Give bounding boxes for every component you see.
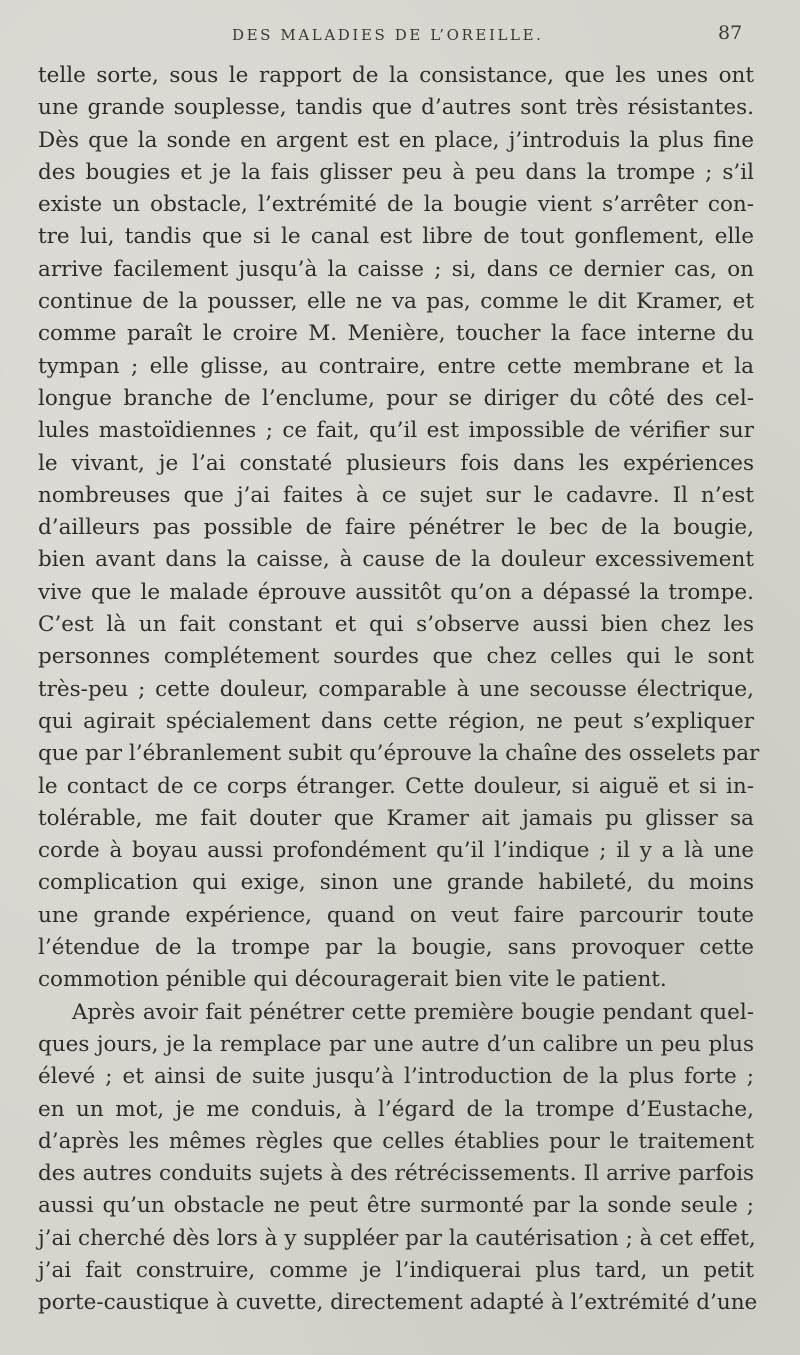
text-line: complication qui exige, sinon une grande habileté, du moins: [38, 870, 754, 896]
text-line: lules mastoïdiennes ; ce fait, qu’il est impossible de vérifier sur: [38, 418, 754, 444]
text-line: une grande souplesse, tandis que d’autres sont très résistantes.: [38, 95, 754, 121]
text-line: j’ai cherché dès lors à y suppléer par la cautérisation ; à cet effet,: [38, 1225, 756, 1251]
text-line: C’est là un fait constant et qui s’observe aussi bien chez les: [38, 612, 754, 638]
text-line: tolérable, me fait douter que Kramer ait jamais pu glisser sa: [38, 805, 754, 831]
text-line: élevé ; et ainsi de suite jusqu’à l’introduction de la plus forte ;: [38, 1064, 754, 1090]
text-line: le contact de ce corps étranger. Cette douleur, si aiguë et si in-: [38, 773, 754, 799]
text-line: Dès que la sonde en argent est en place, j’introduis la plus fine: [38, 127, 754, 153]
text-line: bien avant dans la caisse, à cause de la douleur excessivement: [38, 547, 754, 573]
text-line: nombreuses que j’ai faites à ce sujet sur le cadavre. Il n’est: [38, 482, 754, 508]
text-line: porte-caustique à cuvette, directement adapté à l’extrémité d’une: [38, 1290, 758, 1316]
text-line: personnes complétement sourdes que chez celles qui le sont: [38, 644, 754, 670]
text-line: très-peu ; cette douleur, comparable à une secousse électrique,: [38, 676, 754, 702]
text-line: arrive facilement jusqu’à la caisse ; si, dans ce dernier cas, on: [38, 256, 754, 282]
running-head: [0, 22, 800, 48]
text-line: le vivant, je l’ai constaté plusieurs fois dans les expériences: [38, 450, 754, 476]
text-line: j’ai fait construire, comme je l’indiquerai plus tard, un petit: [38, 1257, 754, 1283]
text-line: existe un obstacle, l’extrémité de la bougie vient s’arrêter con-: [38, 192, 754, 218]
paragraph-start-line: Après avoir fait pénétrer cette première bougie pendant quel-: [72, 999, 754, 1025]
text-line: d’après les mêmes règles que celles établies pour le traitement: [38, 1128, 754, 1154]
running-title: DES MALADIES DE L’OREILLE.: [232, 26, 544, 44]
body-text: [38, 60, 760, 1320]
text-line: longue branche de l’enclume, pour se diriger du côté des cel-: [38, 385, 754, 411]
text-line: une grande expérience, quand on veut faire parcourir toute: [38, 902, 754, 928]
paragraph-end-line: commotion pénible qui découragerait bien vite le patient.: [38, 967, 667, 993]
text-line: tre lui, tandis que si le canal est libre de tout gonflement, elle: [38, 224, 754, 250]
text-line: l’étendue de la trompe par la bougie, sans provoquer cette: [38, 935, 754, 961]
text-line: en un mot, je me conduis, à l’égard de la trompe d’Eustache,: [38, 1096, 754, 1122]
text-line: aussi qu’un obstacle ne peut être surmonté par la sonde seule ;: [38, 1193, 754, 1219]
text-line: d’ailleurs pas possible de faire pénétrer le bec de la bougie,: [38, 515, 754, 541]
text-line: tympan ; elle glisse, au contraire, entre cette membrane et la: [38, 353, 754, 379]
text-line: vive que le malade éprouve aussitôt qu’on a dépassé la trompe.: [38, 579, 754, 605]
text-line: des autres conduits sujets à des rétrécissements. Il arrive parfois: [38, 1161, 754, 1187]
text-line: corde à boyau aussi profondément qu’il l’indique ; il y a là une: [38, 838, 754, 864]
text-line: que par l’ébranlement subit qu’éprouve la chaîne des osselets par: [38, 741, 760, 767]
text-line: ques jours, je la remplace par une autre d’un calibre un peu plus: [38, 1031, 754, 1057]
text-line: qui agirait spécialement dans cette région, ne peut s’expliquer: [38, 708, 754, 734]
text-line: des bougies et je la fais glisser peu à peu dans la trompe ; s’il: [38, 159, 754, 185]
text-line: telle sorte, sous le rapport de la consistance, que les unes ont: [38, 63, 754, 88]
text-line: continue de la pousser, elle ne va pas, comme le dit Kramer, et: [38, 289, 754, 315]
text-line: comme paraît le croire M. Menière, toucher la face interne du: [38, 321, 754, 347]
page-number: 87: [718, 22, 743, 44]
